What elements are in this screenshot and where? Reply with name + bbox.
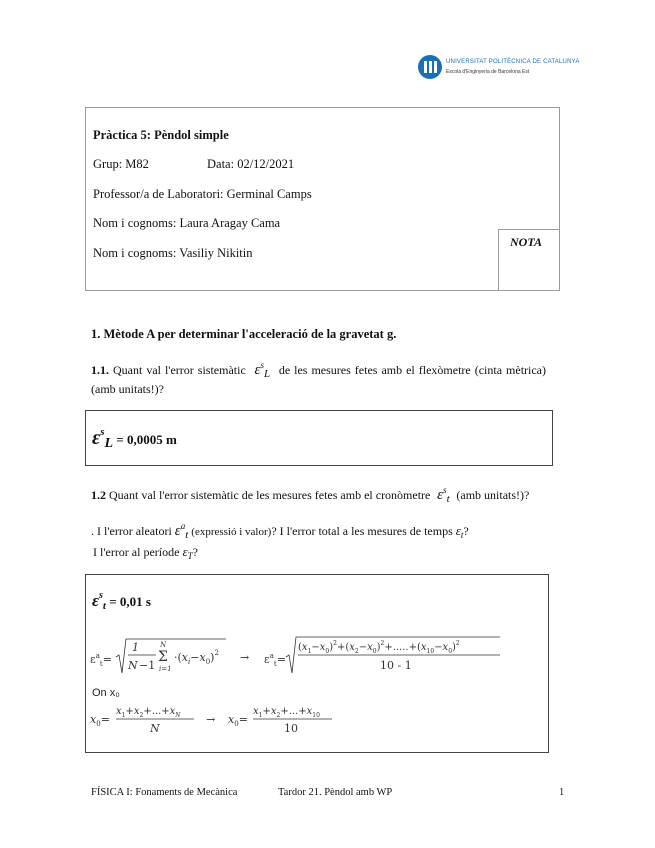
q12-line2-c: ? I l'error total a les mesures de temps [271, 524, 453, 538]
on-x0-label: On x₀ [92, 687, 120, 699]
epsilon-t-symbol: $\varepsilon_t$ [455, 523, 464, 540]
mean-formula [88, 701, 388, 737]
q11-text-b: de les mesures fetes amb el flexòmetre (cinta mètrica) (amb unitats!)? [91, 363, 547, 396]
svg-text:Σ: Σ [158, 649, 168, 665]
svg-text:N: N [150, 722, 160, 735]
svg-text:−1: −1 [139, 659, 156, 672]
q12-line2-b: (expressió i valor) [191, 526, 272, 538]
university-logo [418, 55, 580, 81]
epsilon-T-symbol: $\varepsilon_T$ [182, 544, 193, 561]
epsilon-symbol-t: $\varepsilon^st$ [92, 590, 106, 612]
nota-label: NOTA [510, 235, 543, 249]
answer-1-1-value: = 0,0005 m [116, 432, 177, 447]
svg-text:x0=: $x_0=$ [228, 713, 248, 728]
logo-line2: Escola d'Enginyeria de Barcelona Est [446, 69, 530, 75]
group-label: Grup: M82 [93, 157, 149, 171]
answer-1-2-value: = 0,01 s [109, 594, 151, 609]
svg-text:(x1−x0)2+(x2−x0)2+.....+(x10−x: $(x_1-x_0)^2+(x_2-x_0)^2+.....+(x_{10}-x_0)^2$ [298, 640, 460, 655]
section-title: 1. Mètode A per determinar l'acceleració de la gravetat g. [91, 327, 397, 341]
svg-text:N: N [160, 641, 167, 649]
student1-label: Nom i cognoms: Laura Aragay Cama [93, 216, 281, 230]
svg-text:i=1: i=1 [159, 665, 172, 673]
practice-title: Pràctica 5: Pèndol simple [93, 128, 229, 142]
epsilon-s-t-symbol: $\varepsilon^s_t$ [433, 485, 450, 505]
random-error-formula [88, 633, 538, 683]
question-1-2-line3: I l'error al període $\varepsilon_T$? [93, 544, 198, 561]
epsilon-a-t-symbol: $\varepsilon^a_t$ [174, 521, 189, 541]
answer-1-1-box [85, 410, 553, 466]
svg-text:·(xi−x0)2: $\cdot(x_i-x_0)^2$ [174, 649, 219, 666]
student2-label: Nom i cognoms: Vasiliy Nikitin [93, 246, 253, 260]
professor-label: Professor/a de Laboratori: Germinal Camps [93, 187, 312, 201]
svg-text:1: 1 [132, 641, 139, 654]
eps-a-t-right: $\varepsilon^a_t=$ [264, 652, 286, 668]
q11-text-a: Quant val l'error sistemàtic [113, 363, 246, 377]
nota-box [498, 229, 560, 291]
question-1-2 [91, 486, 546, 505]
eps-a-t-left: $\varepsilon^a_t=$ [90, 652, 112, 668]
epsilon-s-L-symbol: $\varepsilon^s_L$ [249, 360, 271, 380]
header-box [85, 107, 560, 291]
epsilon-symbol: $\varepsilon^sL$ [92, 426, 114, 451]
logo-line1: UNIVERSITAT POLITÈCNICA DE CATALUNYA [446, 59, 580, 65]
q12-line2-a: . I l'error aleatori [91, 524, 172, 538]
q12-number: 1.2 [91, 488, 106, 502]
svg-text:→: → [240, 651, 250, 664]
svg-text:N: N [128, 659, 138, 672]
question-1-2-line2: . I l'error aleatori $\varepsilon^a_t$ (expressió i valor)? I l'error total a les mesures de temps $\varepsilon_t$? [91, 521, 469, 541]
answer-1-1 [92, 427, 177, 450]
date-label: Data: 02/12/2021 [207, 157, 295, 171]
svg-text:x1+x2+...+xN: $x_1+x_2+...+x_N$ [116, 706, 181, 719]
question-1-1 [91, 361, 546, 398]
answer-1-2 [92, 591, 151, 611]
q12-line3: I l'error al període [93, 545, 180, 559]
answer-1-2-box [85, 574, 549, 753]
footer-term: Tardor 21. Pèndol amb WP [278, 787, 393, 798]
footer-course: FÍSICA I: Fonaments de Mecànica [91, 787, 238, 798]
q12-text-b: (amb unitats!)? [456, 488, 530, 502]
q12-text-a: Quant val l'error sistemàtic de les mesures fetes amb el cronòmetre [109, 488, 431, 502]
svg-text:10: 10 [284, 722, 298, 735]
upc-logo-icon [418, 55, 442, 79]
svg-text:x0=: $x_0=$ [90, 713, 110, 728]
svg-text:→: → [206, 713, 216, 726]
svg-text:x1+x2+...+x10: $x_1+x_2+...+x_{10}$ [253, 706, 320, 719]
q11-number: 1.1. [91, 363, 109, 377]
page-number: 1 [559, 787, 565, 798]
svg-text:10 - 1: 10 - 1 [380, 659, 412, 672]
